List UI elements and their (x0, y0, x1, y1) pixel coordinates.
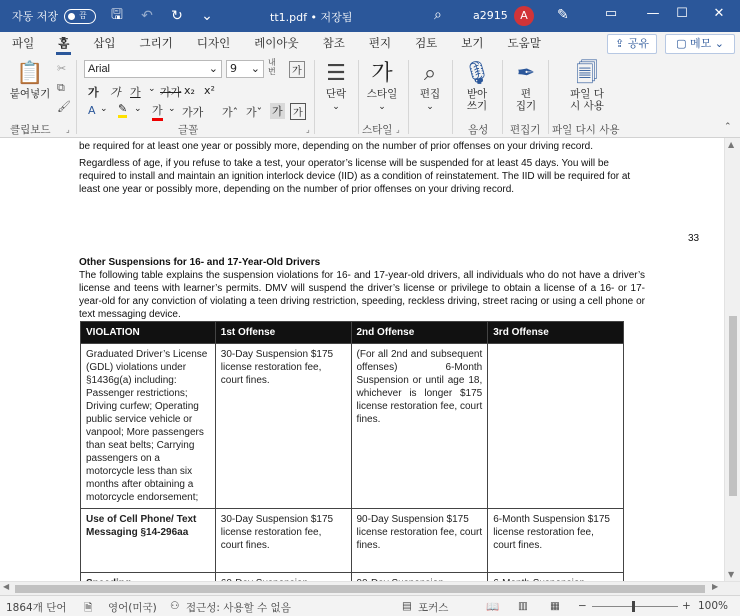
divider (358, 60, 359, 134)
read-mode-icon[interactable]: 📖 (486, 601, 500, 613)
table-cell: 6-Month Suspension $175 license restoration fee, court fines. (488, 509, 624, 573)
word-count[interactable]: 1864개 단어 (6, 602, 67, 614)
search-icon[interactable]: ⌕ (434, 7, 442, 23)
scroll-up-icon[interactable]: ▲ (728, 140, 735, 149)
tab-view[interactable]: 보기 (461, 36, 484, 50)
section-heading: Other Suspensions for 16- and 17-Year-Old Drivers (79, 257, 321, 268)
paragraph-intro: The following table explains the suspension violations for 16- and 17-year-old drivers, all individuals who do not have a driver’s license and teens with learner’s permits. DMV will suspend the driver’s license or privilege to obtain a license of a 16- or 17-year-old for any conviction of violating a teen driving restriction, speeding, reckless driving, street racing or using a cell phone or text messaging device. (79, 270, 645, 320)
scroll-left-icon[interactable]: ◀ (3, 582, 10, 591)
table-cell: 90-Day Suspension $175 license restoration fee, court fines. (351, 509, 488, 573)
reuse-files-label: 파일 다 시 사용 (570, 88, 604, 112)
highlight-dropdown-icon[interactable]: ⌄ (134, 104, 142, 114)
divider (502, 60, 503, 134)
ribbon-display-icon[interactable]: ▭ (604, 6, 618, 21)
editing-label: 편집 (419, 88, 441, 100)
editor-button[interactable] (508, 60, 544, 112)
subscript-button[interactable]: x₂ (184, 84, 195, 97)
header-2nd-offense: 2nd Offense (351, 322, 488, 344)
char-shading-button[interactable]: 가 (272, 105, 283, 118)
paragraph-button[interactable]: ☰ 단락 ⌄ (318, 60, 354, 113)
text-effects-icon[interactable]: A (88, 104, 96, 117)
divider (548, 60, 549, 134)
clear-format-icon[interactable]: 가 (289, 61, 305, 78)
zoom-level[interactable]: 100% (698, 600, 729, 612)
font-color-button[interactable]: 가 (152, 102, 163, 121)
suspension-table (80, 321, 624, 595)
divider (408, 60, 409, 134)
table-cell: 30-Day Suspension $175 license restoration fee, court fines. (215, 344, 351, 509)
editor-pen-icon: ✒ (516, 61, 536, 86)
close-icon[interactable]: ✕ (713, 6, 725, 21)
redo-icon[interactable]: ↻ (171, 8, 183, 24)
autosave-label: 자동 저장 (12, 10, 59, 23)
reuse-group-label: 파일 다시 사용 (552, 124, 620, 136)
header-3rd-offense: 3rd Offense (488, 322, 624, 344)
language[interactable]: 영어(미국) (108, 602, 157, 614)
focus-icon[interactable]: ▤ (402, 600, 412, 612)
grow-shrink-icon[interactable]: 내 번 (268, 58, 276, 76)
pen-icon[interactable]: ✎ (557, 7, 569, 23)
tab-layout[interactable]: 레이아웃 (254, 36, 299, 50)
user-name[interactable]: a2915 (473, 9, 508, 22)
text-line-top: be required for at least one year or possibly more, depending on the number of prior offenses on your driving record. (79, 141, 593, 152)
highlight-icon[interactable]: ✎ (118, 102, 127, 118)
font-size-select[interactable]: 9 ⌄ (226, 60, 264, 78)
microphone-icon: 🎙 (463, 61, 491, 86)
tab-draw[interactable]: 그리기 (139, 36, 173, 50)
char-border-icon[interactable]: 가 (290, 103, 306, 120)
title-bar (0, 0, 740, 32)
horizontal-scrollbar[interactable] (0, 581, 740, 595)
zoom-out-icon[interactable]: − (578, 600, 587, 612)
minimize-icon[interactable]: — (646, 6, 660, 21)
tab-file[interactable]: 파일 (12, 36, 35, 50)
ribbon (0, 56, 740, 138)
collapse-ribbon-icon[interactable]: ⌃ (724, 122, 732, 132)
font-name-select[interactable]: Arial ⌄ (84, 60, 222, 78)
horizontal-scroll-thumb[interactable] (15, 585, 705, 593)
undo-icon[interactable]: ↶ (141, 8, 153, 24)
styles-launcher-icon[interactable]: ⌟ (396, 125, 400, 134)
customize-toolbar-icon[interactable]: ⌄ (201, 8, 213, 24)
memo-label: 메모 (689, 37, 712, 50)
editor-group-label: 편집기 (510, 124, 541, 136)
divider (452, 60, 453, 134)
shrink-font-button[interactable]: 가ˇ (246, 106, 263, 119)
autosave[interactable] (12, 8, 96, 24)
page-number: 33 (688, 233, 700, 244)
scroll-down-icon[interactable]: ▼ (728, 570, 735, 579)
autosave-toggle[interactable]: 끔 (64, 9, 96, 24)
table-header-row (81, 322, 624, 344)
vertical-scroll-thumb[interactable] (729, 316, 737, 496)
tab-home[interactable]: 홈 (46, 32, 81, 56)
avatar[interactable]: A (514, 6, 534, 26)
styles-label: 스타일 (366, 88, 398, 100)
divider (76, 60, 77, 134)
table-cell: Graduated Driver’s License (GDL) violations under §1436g(a) including: Passenger restrictions; Driving curfew; Operating public service vehicle or vanpool; More passengers than seat belts; Carrying passengers on a motorcycle less than six months after obtaining a motorcycle endorsement; (81, 344, 216, 509)
status-bar (0, 595, 740, 616)
paragraph-icon: ☰ (326, 61, 346, 86)
table-cell: (For all 2nd and subsequent offenses) 6-Month Suspension or until age 18, whichever is longer $175 license restoration fee, court fines. (351, 344, 488, 509)
table-cell: Use of Cell Phone/ Text Messaging §14-296aa (81, 509, 216, 573)
grow-font-button[interactable]: 가ˆ (222, 106, 239, 119)
tab-design[interactable]: 디자인 (196, 36, 231, 50)
font-group-label: 글꼴 (178, 124, 199, 136)
zoom-slider[interactable] (592, 606, 678, 607)
share-button[interactable]: ⇪ 공유 (607, 34, 657, 54)
text-effects-dropdown-icon[interactable]: ⌄ (100, 104, 108, 114)
italic-button[interactable]: 가 (110, 86, 121, 99)
table-row (81, 344, 624, 509)
font-name-value: Arial (88, 63, 111, 75)
header-violation: VIOLATION (81, 322, 216, 344)
table-cell (488, 344, 624, 509)
change-case-button[interactable]: 가가 (182, 106, 204, 119)
cut-icon[interactable]: ✂ (57, 62, 67, 75)
scroll-right-icon[interactable]: ▶ (712, 582, 719, 591)
search-glass-icon: ⌕ (423, 61, 437, 86)
voice-group-label: 음성 (468, 124, 489, 136)
proofing-icon[interactable]: 🗎 (84, 602, 93, 614)
bold-button[interactable]: 가 (88, 86, 99, 99)
reuse-files-icon: 🗐 (576, 61, 598, 86)
header-1st-offense: 1st Offense (215, 322, 351, 344)
format-painter-icon[interactable]: 🖌 (57, 100, 71, 113)
zoom-slider-handle[interactable] (632, 601, 635, 612)
document-title: tt1.pdf • 저장됨 (270, 11, 353, 24)
dictate-label: 받아 쓰기 (466, 88, 488, 112)
font-size-value: 9 (230, 62, 237, 75)
web-layout-icon[interactable]: ▦ (550, 600, 560, 612)
clipboard-launcher-icon[interactable]: ⌟ (66, 125, 70, 134)
tab-insert[interactable]: 삽입 (93, 36, 116, 50)
styles-icon: 가 (371, 61, 393, 86)
reuse-files-button[interactable] (560, 60, 614, 112)
editor-label: 편 집기 (515, 88, 537, 112)
superscript-button[interactable]: x² (204, 84, 215, 97)
maximize-icon[interactable]: ☐ (676, 6, 688, 21)
tab-mailings[interactable]: 편지 (368, 36, 392, 50)
table-cell: 30-Day Suspension $175 license restoration fee, court fines. (215, 509, 351, 573)
paste-label: 붙여넣기 (9, 88, 51, 100)
focus-mode[interactable]: 포커스 (418, 602, 449, 614)
font-color-dropdown-icon[interactable]: ⌄ (168, 104, 176, 114)
accessibility-icon[interactable]: ⚇ (170, 600, 180, 612)
underline-button[interactable]: 가 (130, 86, 141, 99)
paragraph-label: 단락 (325, 88, 347, 100)
print-layout-icon[interactable]: ▥ (518, 600, 528, 612)
editing-button[interactable]: ⌕ 편집 ⌄ (414, 60, 446, 113)
save-icon[interactable]: 🖫 (111, 7, 123, 23)
strikethrough-button[interactable]: 가가 (160, 86, 182, 99)
paste-button[interactable] (8, 60, 52, 100)
clipboard-icon: 📋 (16, 61, 44, 86)
dictate-button[interactable] (458, 60, 496, 112)
styles-button[interactable]: 가 스타일 ⌄ (362, 60, 402, 113)
tab-references[interactable]: 참조 (322, 36, 345, 50)
styles-group-label: 스타일 (362, 124, 393, 136)
memo-button[interactable]: ▢ 메모 ⌄ (665, 34, 735, 54)
zoom-in-icon[interactable]: + (682, 600, 691, 612)
table-row (81, 509, 624, 573)
font-launcher-icon[interactable]: ⌟ (306, 125, 310, 134)
share-label: 공유 (627, 37, 649, 50)
tab-review[interactable]: 검토 (415, 36, 438, 50)
paragraph-refusal: Regardless of age, if you refuse to take a test, your operator’s license will be suspended for at least 45 days. You will be required to install and maintain an ignition interlock device (IID) as a condition of reinstatement. The IID will be required for at least one year or possibly more, depending on the number of prior offenses on your driving record. (79, 158, 631, 195)
accessibility-status[interactable]: 접근성: 사용할 수 없음 (186, 602, 291, 614)
tab-help[interactable]: 도움말 (507, 36, 541, 50)
divider (314, 60, 315, 134)
copy-icon[interactable]: ⧉ (57, 81, 65, 94)
vertical-scrollbar[interactable] (724, 138, 740, 581)
underline-dropdown-icon[interactable]: ⌄ (148, 84, 156, 94)
clipboard-group-label: 클립보드 (10, 124, 51, 136)
